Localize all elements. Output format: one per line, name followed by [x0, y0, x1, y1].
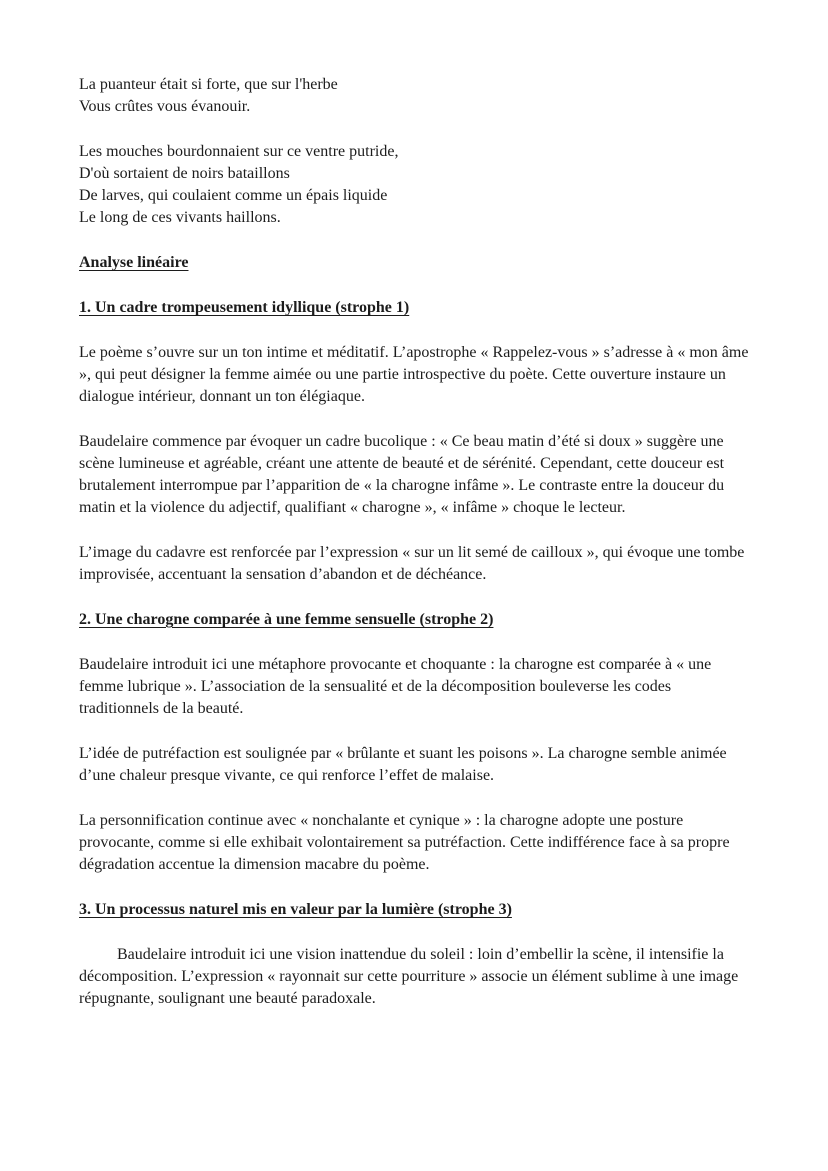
- poem-line: D'où sortaient de noirs bataillons: [79, 165, 290, 182]
- section-1-heading: 1. Un cadre trompeusement idyllique (strophe 1): [79, 299, 410, 316]
- section-2-paragraph-3: La personnification continue avec « nonchalante et cynique » : la charogne adopte une posture provocante, comme si elle exhibait volontairement sa putréfaction. Cette indifférence face à sa propre dégradation accentue la dimension macabre du poème.: [79, 812, 730, 873]
- poem-line: De larves, qui coulaient comme un épais liquide: [79, 187, 388, 204]
- section-1-paragraph-2: Baudelaire commence par évoquer un cadre bucolique : « Ce beau matin d’été si doux » suggère une scène lumineuse et agréable, créant une attente de beauté et de sérénité. Cependant, cette douceur est brutalement interrompue par l’apparition de « la charogne infâme ». Le contraste entre la douceur du matin et la violence du adjectif, qualifiant « charogne », « infâme » choque le lecteur.: [79, 433, 725, 516]
- poem-line: La puanteur était si forte, que sur l'herbe: [79, 76, 338, 93]
- section-2-heading: 2. Une charogne comparée à une femme sensuelle (strophe 2): [79, 611, 494, 628]
- section-1-paragraph-3: L’image du cadavre est renforcée par l’expression « sur un lit semé de cailloux », qui évoque une tombe improvisée, accentuant la sensation d’abandon et de déchéance.: [79, 544, 745, 583]
- section-1-paragraph-1: Le poème s’ouvre sur un ton intime et méditatif. L’apostrophe « Rappelez-vous » s’adresse à « mon âme », qui peut désigner la femme aimée ou une partie introspective du poète. Cette ouverture instaure un dialogue intérieur, donnant un ton élégiaque.: [79, 344, 749, 405]
- poem-line: Les mouches bourdonnaient sur ce ventre putride,: [79, 143, 399, 160]
- section-3-heading: 3. Un processus naturel mis en valeur par la lumière (strophe 3): [79, 901, 512, 918]
- section-3-paragraph-1: Baudelaire introduit ici une vision inattendue du soleil : loin d’embellir la scène, il intensifie la décomposition. L’expression « rayonnait sur cette pourriture » associe un élément sublime à une image répugnante, soulignant une beauté paradoxale.: [79, 946, 739, 1007]
- poem-line: Vous crûtes vous évanouir.: [79, 98, 251, 115]
- poem-stanza-1: [79, 74, 750, 118]
- poem-line: Le long de ces vivants haillons.: [79, 209, 281, 226]
- section-2-paragraph-2: L’idée de putréfaction est soulignée par « brûlante et suant les poisons ». La charogne semble animée d’une chaleur presque vivante, ce qui renforce l’effet de malaise.: [79, 745, 727, 784]
- document-content: [79, 74, 750, 1010]
- poem-stanza-2: [79, 141, 750, 229]
- analysis-title: Analyse linéaire: [79, 254, 189, 271]
- section-2-paragraph-1: Baudelaire introduit ici une métaphore provocante et choquante : la charogne est comparée à « une femme lubrique ». L’association de la sensualité et de la décomposition bouleverse les codes traditionnels de la beauté.: [79, 656, 712, 717]
